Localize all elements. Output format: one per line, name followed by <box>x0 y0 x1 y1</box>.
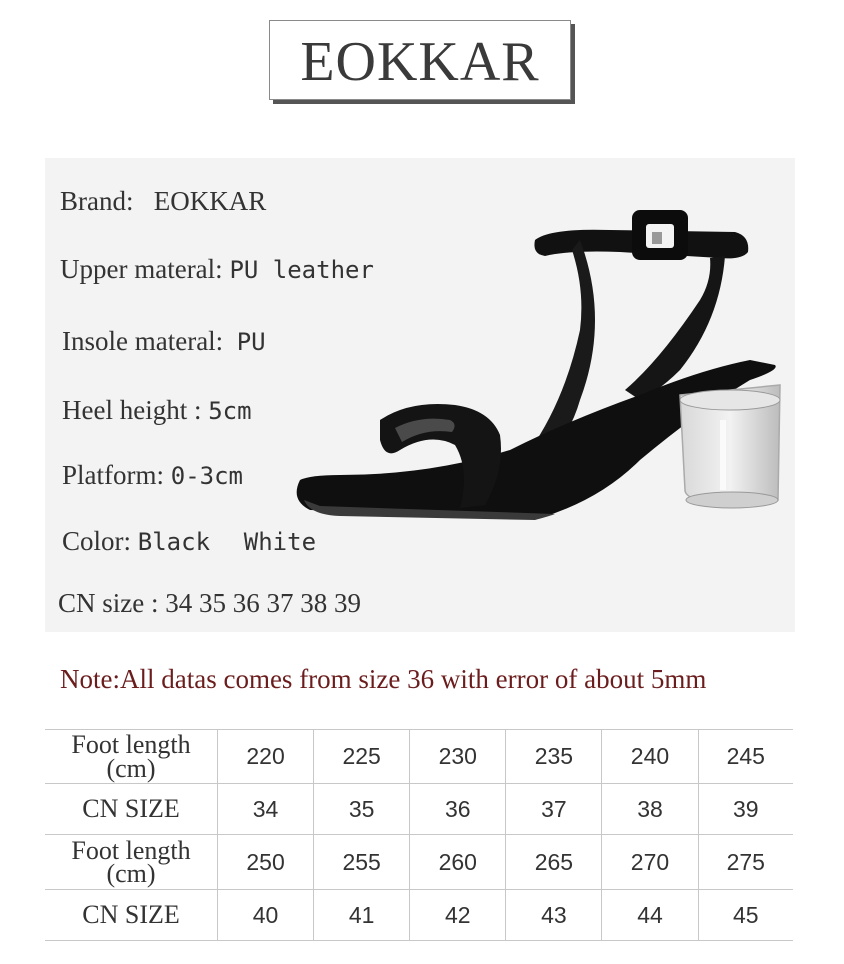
size-table <box>45 729 793 941</box>
spec-cn-size-value: 34 35 36 37 38 39 <box>165 588 361 618</box>
brand-logo <box>269 20 571 100</box>
table-cell: 45 <box>698 890 793 941</box>
table-row <box>45 890 793 941</box>
table-cell: 38 <box>602 784 698 835</box>
table-cell: 36 <box>410 784 506 835</box>
table-cell: 235 <box>506 730 602 784</box>
spec-upper-value: PU leather <box>229 256 374 284</box>
table-cell: 255 <box>314 835 410 890</box>
table-cell: 270 <box>602 835 698 890</box>
size-note: Note:All datas comes from size 36 with error of about 5mm <box>60 664 707 694</box>
table-cell: 41 <box>314 890 410 941</box>
table-cell: 220 <box>218 730 314 784</box>
spec-brand-value: EOKKAR <box>153 186 267 216</box>
row-label: CN SIZE <box>45 784 218 835</box>
row-label: CN SIZE <box>45 890 218 941</box>
table-cell: 42 <box>410 890 506 941</box>
row-label: Foot length (cm) <box>45 835 218 890</box>
table-cell: 245 <box>698 730 793 784</box>
table-cell: 265 <box>506 835 602 890</box>
spec-color <box>62 526 316 557</box>
spec-platform-label: Platform: <box>62 460 164 490</box>
spec-color-label: Color: <box>62 526 132 556</box>
table-cell: 260 <box>410 835 506 890</box>
table-cell: 35 <box>314 784 410 835</box>
spec-cn-size-label: CN size : <box>58 588 159 618</box>
sandal-product-image <box>280 200 800 540</box>
spec-brand <box>60 186 266 217</box>
spec-platform <box>62 460 243 491</box>
row-label: Foot length (cm) <box>45 730 218 784</box>
table-row <box>45 835 793 890</box>
brand-logo-text: EOKKAR <box>300 31 540 93</box>
spec-upper-label: Upper materal: <box>60 254 223 284</box>
table-cell: 240 <box>602 730 698 784</box>
table-cell: 39 <box>698 784 793 835</box>
spec-heel-label: Heel height : <box>62 395 202 425</box>
table-row <box>45 784 793 835</box>
spec-insole-label: Insole materal: <box>62 326 224 356</box>
spec-heel <box>62 395 252 426</box>
spec-color-white: White <box>243 528 317 556</box>
spec-platform-value: 0-3cm <box>170 462 243 490</box>
table-cell: 275 <box>698 835 793 890</box>
spec-insole <box>62 326 266 357</box>
table-cell: 43 <box>506 890 602 941</box>
table-cell: 34 <box>218 784 314 835</box>
table-cell: 250 <box>218 835 314 890</box>
spec-brand-label: Brand: <box>60 186 134 216</box>
table-cell: 230 <box>410 730 506 784</box>
table-cell: 225 <box>314 730 410 784</box>
spec-color-black: Black <box>137 528 211 556</box>
spec-heel-value: 5cm <box>208 397 252 425</box>
table-cell: 44 <box>602 890 698 941</box>
spec-cn-size <box>58 588 361 619</box>
table-row <box>45 730 793 784</box>
table-cell: 37 <box>506 784 602 835</box>
table-cell: 40 <box>218 890 314 941</box>
spec-insole-value: PU <box>236 328 266 356</box>
